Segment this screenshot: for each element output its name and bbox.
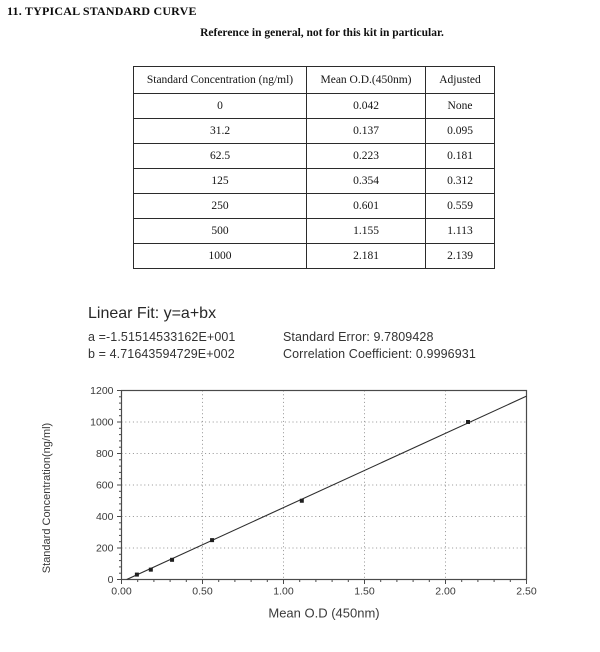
table-cell: 62.5 [134,144,307,169]
x-axis-title: Mean O.D (450nm) [268,605,380,621]
y-tick-label: 600 [95,479,114,492]
table-cell: None [426,94,495,119]
y-axis-title: Standard Concentration(ng/ml) [41,422,53,574]
table-row [134,144,495,169]
table-row [134,219,495,244]
table-header-row [134,67,495,94]
column-header: Standard Concentration (ng/ml) [134,67,307,94]
table-cell: 0.601 [307,194,426,219]
x-tick-label: 2.50 [516,585,537,598]
linear-fit-title: Linear Fit: y=a+bx [88,305,217,322]
y-tick-label: 1000 [90,416,114,429]
table-cell: 0.042 [307,94,426,119]
table-cell: 0.223 [307,144,426,169]
table-row [134,94,495,119]
table-cell: 31.2 [134,119,307,144]
x-tick-label: 1.50 [354,585,375,598]
data-point-marker [210,538,214,542]
linear-fit-block [88,305,476,361]
fit-standard-error: Standard Error: 9.7809428 [283,330,434,344]
data-point-marker [135,573,139,577]
subtitle: Reference in general, not for this kit in particular. [200,27,444,39]
table-cell: 0.559 [426,194,495,219]
table-cell: 0.137 [307,119,426,144]
y-tick-label: 200 [95,542,114,555]
table-cell: 1.155 [307,219,426,244]
table-cell: 2.181 [307,244,426,269]
column-header: Adjusted [426,67,495,94]
table-cell: 500 [134,219,307,244]
data-point-marker [466,420,470,424]
table-cell: 0 [134,94,307,119]
table-cell: 0.181 [426,144,495,169]
standard-curve-table [133,66,495,269]
table-cell: 125 [134,169,307,194]
table-cell: 2.139 [426,244,495,269]
x-tick-label: 2.00 [435,585,456,598]
table-body [134,94,495,269]
x-tick-label: 0.00 [111,585,132,598]
fit-b-value: b = 4.71643594729E+002 [88,347,235,361]
table-cell: 0.354 [307,169,426,194]
y-tick-label: 800 [95,448,114,460]
table-cell: 0.312 [426,169,495,194]
table-head [134,67,495,94]
x-tick-label: 1.00 [273,585,294,598]
table-row [134,244,495,269]
linear-fit-values [88,330,476,361]
table-cell: 1000 [134,244,307,269]
y-tick-label: 0 [107,574,114,586]
data-point-marker [170,558,174,562]
standard-curve-chart [0,387,600,652]
plot-frame [122,391,527,580]
data-point-marker [300,499,304,503]
x-tick-label: 0.50 [192,585,213,598]
table-cell: 1.113 [426,219,495,244]
table-cell: 250 [134,194,307,219]
fit-a-value: a =-1.51514533162E+001 [88,330,236,344]
table-row [134,169,495,194]
fit-correlation-coefficient: Correlation Coefficient: 0.9996931 [283,347,476,361]
table-cell: 0.095 [426,119,495,144]
column-header: Mean O.D.(450nm) [307,67,426,94]
y-tick-label: 1200 [90,387,114,397]
section-heading: 11. TYPICAL STANDARD CURVE [7,4,197,18]
table-row [134,119,495,144]
y-tick-label: 400 [95,511,114,523]
table-row [134,194,495,219]
data-point-marker [149,568,153,572]
